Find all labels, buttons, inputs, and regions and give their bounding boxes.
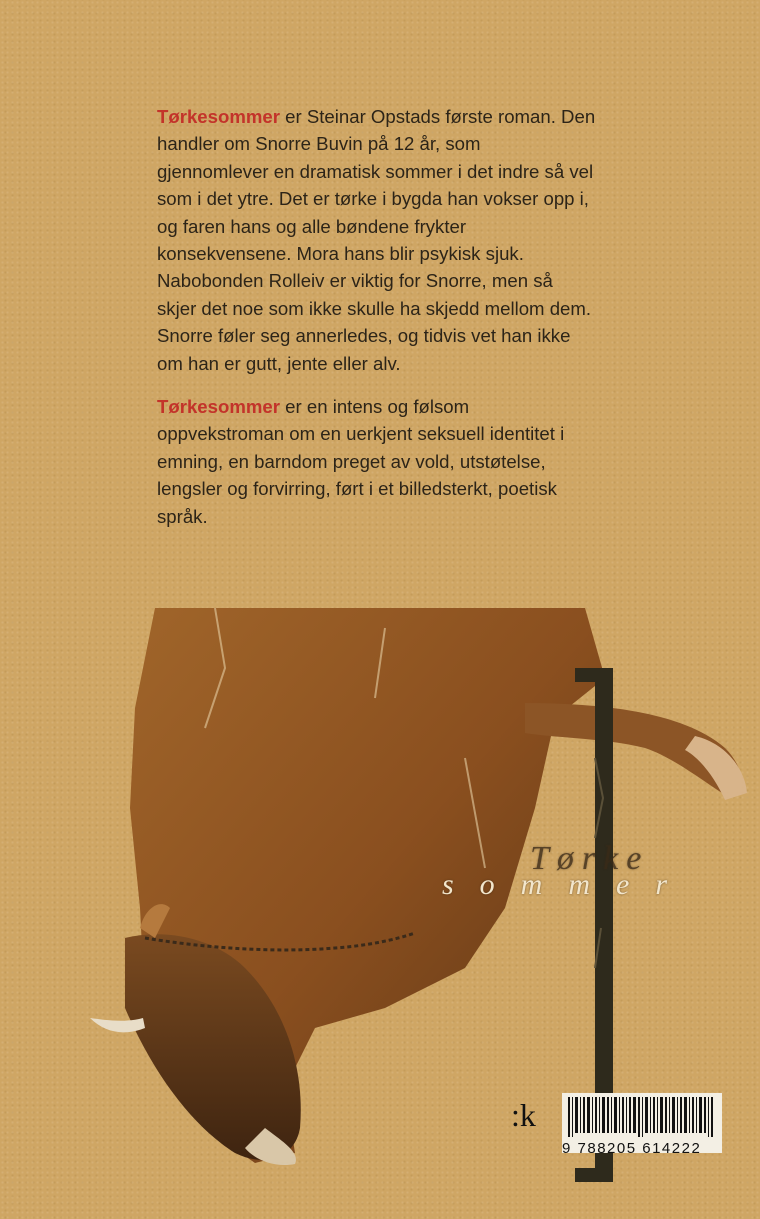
cover-title-line-1: Tørke xyxy=(530,840,650,877)
blurb-text-1: er Steinar Opstads første roman. Den handler om Snorre Buvin på 12 år, som gjennomlever en dramatisk sommer i det indre så vel som i det ytre. Det er tørke i bygda han vokser opp i, og faren hans og alle bøndene frykter konsekvensene. Mora hans blir psykisk sjuk. Nabobonden Rolleiv er viktig for Snorre, men så skjer det noe som ikke skulle ha skjedd mellom dem. Snorre føler seg annerledes, og tidvis vet han ikke om han er gutt, jente eller alv. xyxy=(157,106,596,374)
book-title-highlight: Tørkesommer xyxy=(157,396,280,418)
cover-title xyxy=(442,840,720,910)
blurb-paragraph-1 xyxy=(157,103,597,377)
publisher-logo: :k xyxy=(511,1097,536,1133)
blurb-text-2: er en intens og følsom oppvekstroman om en uerkjent seksuell identitet i emning, en barndom preget av vold, utstøtelse, lengsler og forvirring, ført i et billedsterkt, poetisk språk. xyxy=(157,396,565,527)
back-cover-blurb xyxy=(157,103,597,546)
book-title-highlight: Tørkesommer xyxy=(157,106,280,127)
barcode-number: 9 788205 614222 xyxy=(562,1140,702,1157)
cover-title-line-2: sommer xyxy=(442,868,693,901)
blurb-paragraph-2 xyxy=(157,393,597,530)
